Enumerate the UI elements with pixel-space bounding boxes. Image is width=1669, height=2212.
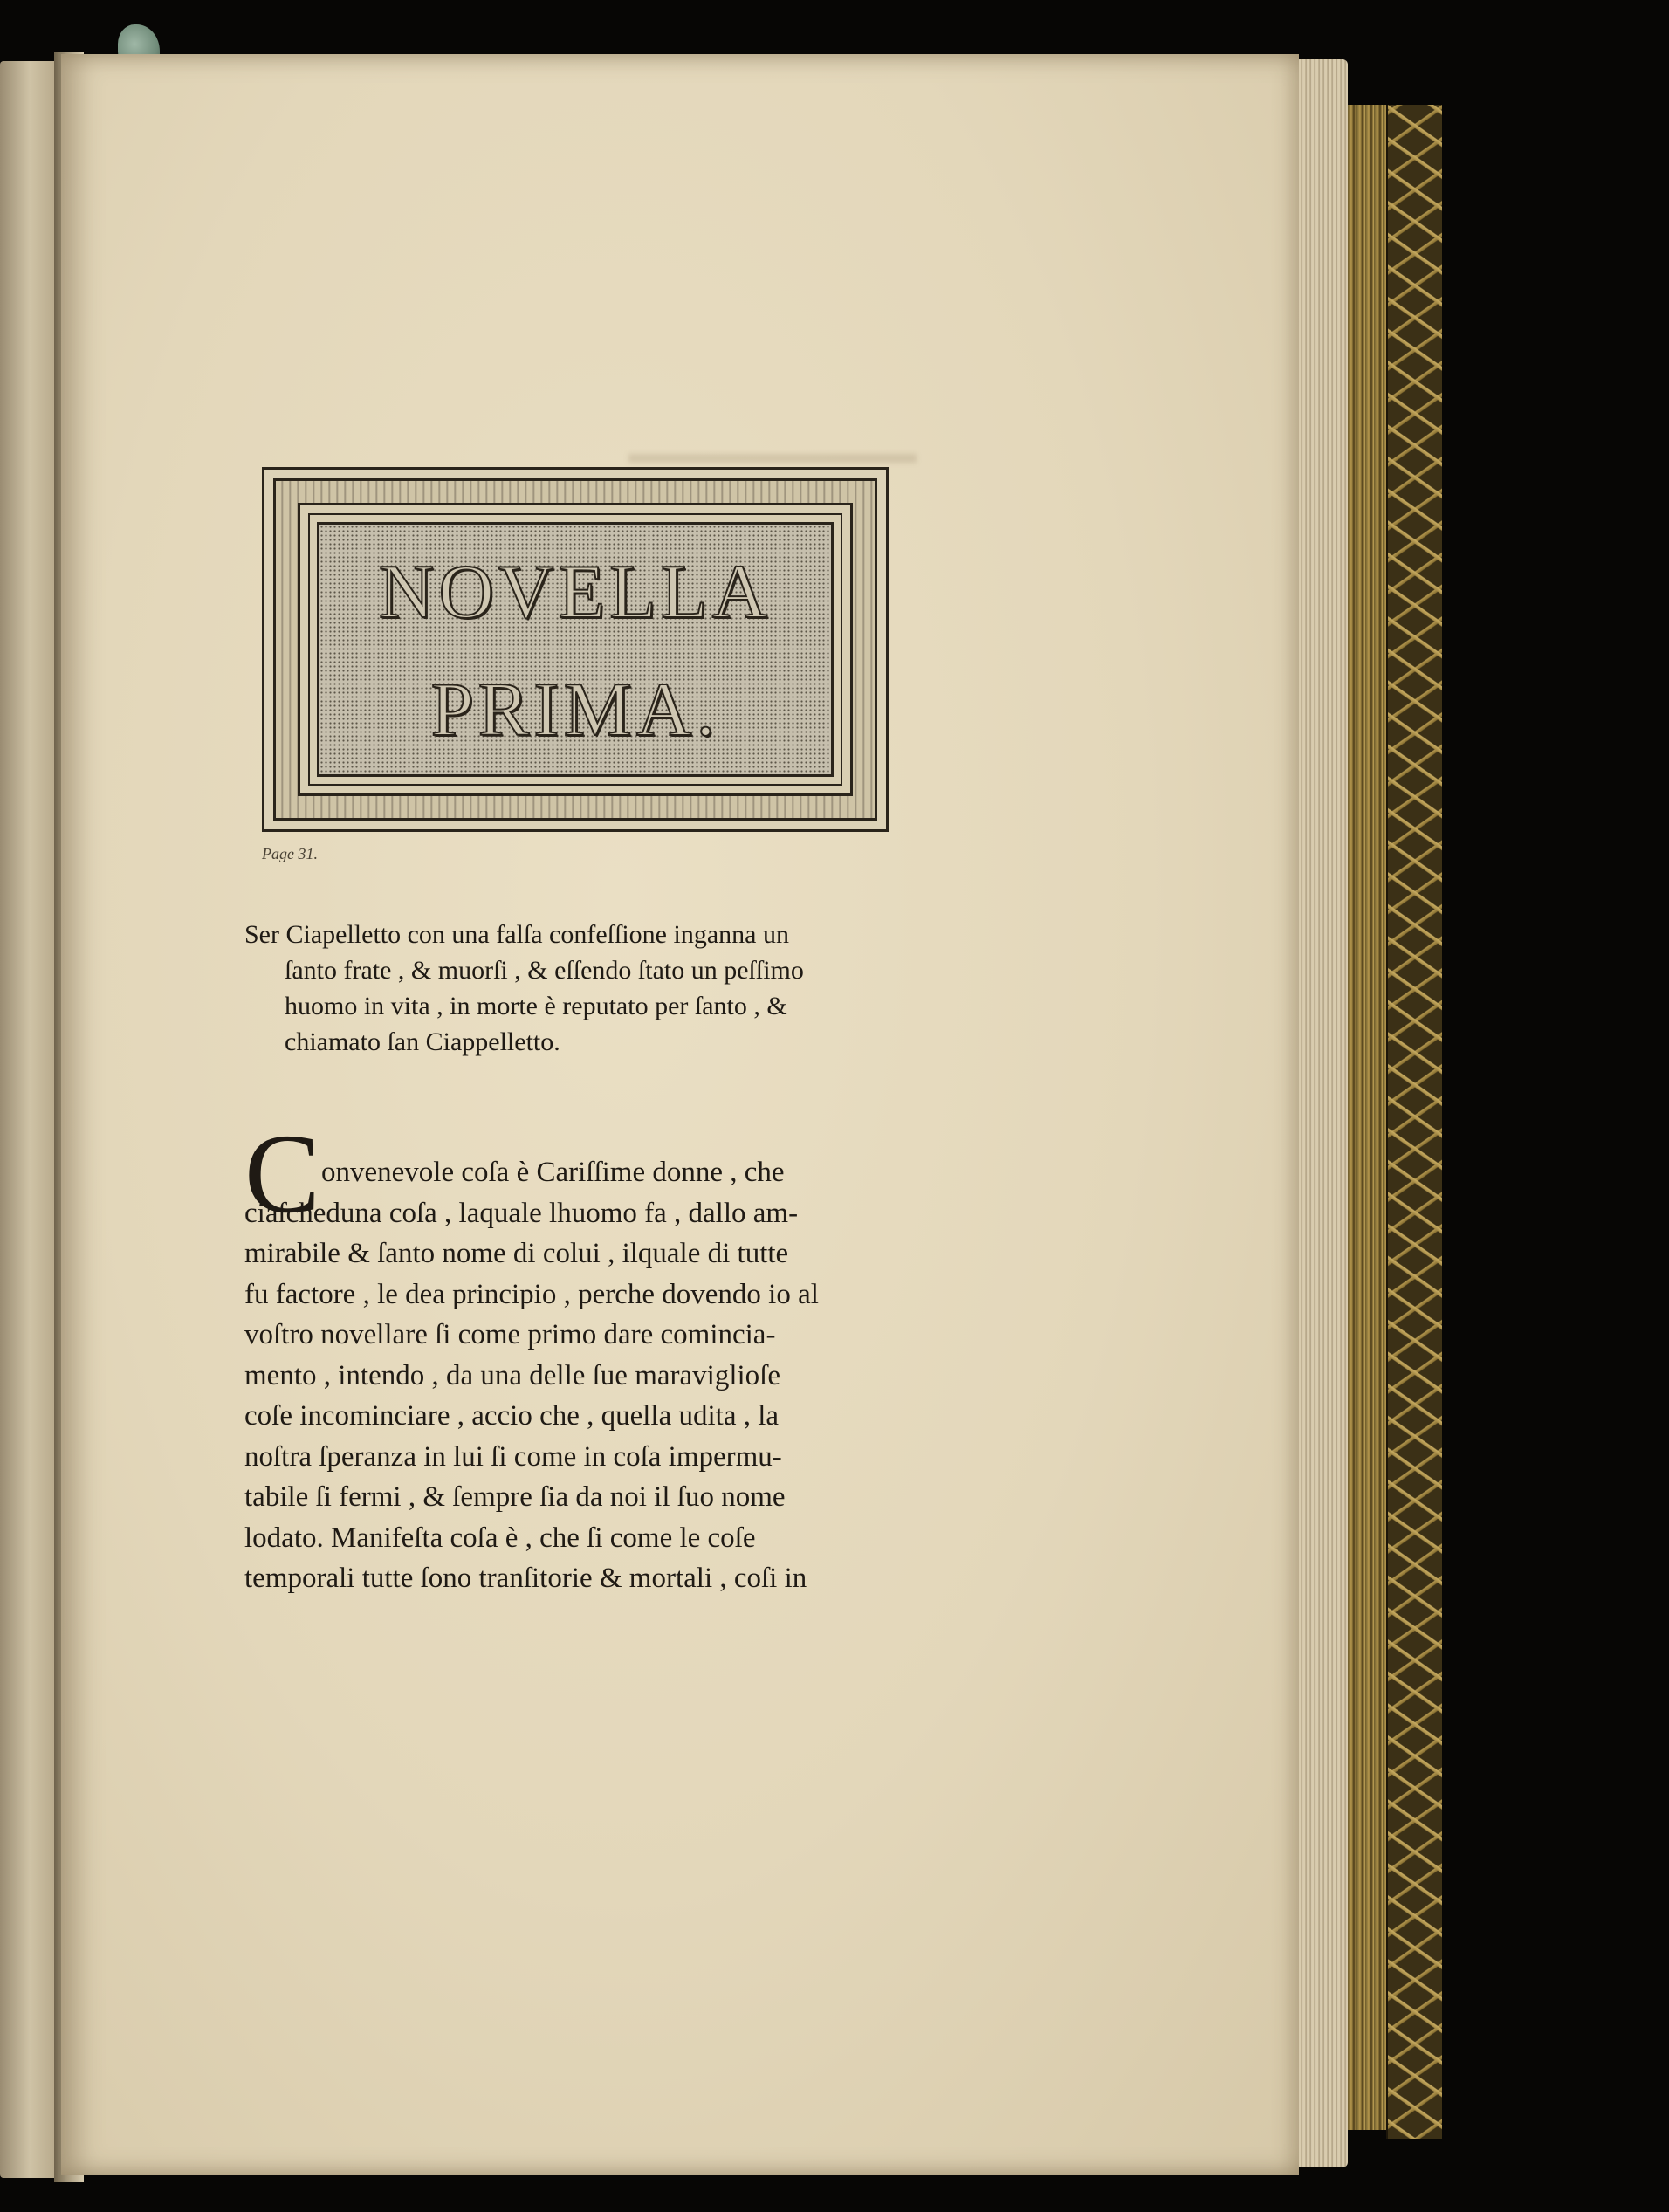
body-line: fu factore , le dea principio , perche dovendo io al [244,1278,819,1310]
body-line: lodato. Manifeſta coſa è , che ſi come le coſe [244,1522,756,1554]
cartouche-title-line2: PRIMA. [430,668,720,752]
body-line: coſe incominciare , accio che , quella udita , la [244,1400,780,1432]
title-cartouche [262,467,889,832]
body-line: onvenevole coſa è Cariſſime donne , che [321,1157,785,1188]
gilt-edge [1348,105,1386,2130]
gilt-spine [1386,105,1442,2139]
story-summary [244,917,917,1060]
summary-line: chiamato ſan Ciappelletto. [285,1027,560,1056]
body-line: voſtro novellare ſi come primo dare comincia- [244,1319,776,1350]
body-line: mento , intendo , da una delle ſue maraviglioſe [244,1359,780,1391]
summary-line: huomo in vita , in morte è reputato per ſanto , & [285,992,787,1020]
body-line: tabile ſi fermi , & ſempre ſia da noi il ſuo nome [244,1481,786,1513]
cartouche-title-line1: NOVELLA [378,550,773,635]
left-page-edge [0,61,54,2178]
body-line: temporali tutte ſono tranſitorie & mortali , coſi in [244,1563,807,1594]
engraving-page-reference: Page 31. [262,845,318,862]
body-text [244,1152,917,1599]
page-edges [1299,59,1348,2167]
body-line: noſtra ſperanza in lui ſi come in coſa impermu- [244,1440,782,1473]
drop-cap: C [244,1111,320,1237]
body-line: ciaſcheduna coſa , laquale lhuomo fa , dallo am- [244,1197,799,1229]
body-line: mirabile & ſanto nome di colui , ilquale di tutte [244,1238,789,1269]
summary-line: ſanto frate , & muorſi , & eſſendo ſtato un peſſimo [285,956,804,985]
show-through-shadow [628,454,917,463]
summary-line: Ser Ciapelletto con una falſa confeſſione inganna un [244,920,789,949]
